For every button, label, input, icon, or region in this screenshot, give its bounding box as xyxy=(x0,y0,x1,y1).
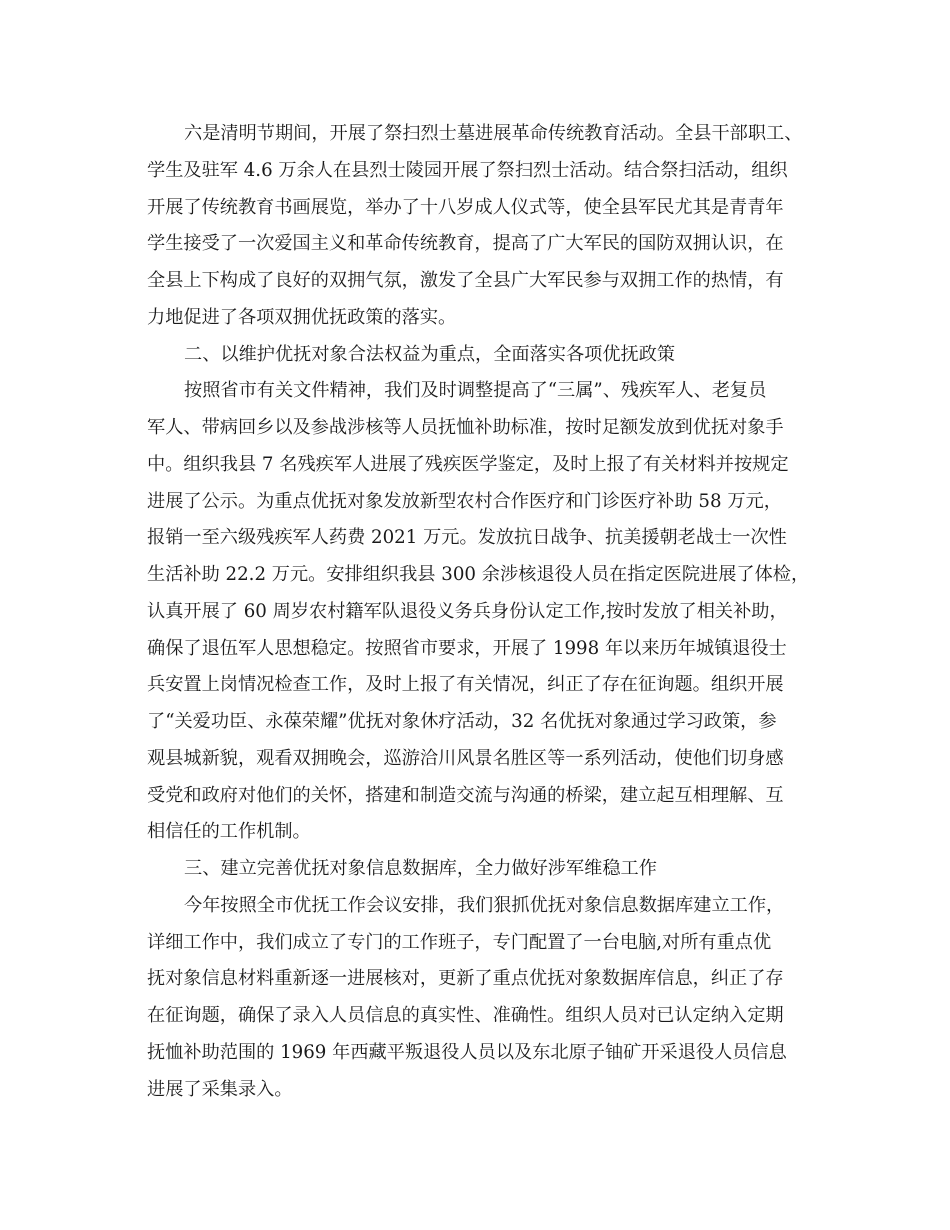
paragraph-line: 认真开展了 60 周岁农村籍军队退役义务兵身份认定工作,按时发放了相关补助， xyxy=(147,600,788,622)
paragraph-line: 相信任的工作机制。 xyxy=(147,821,311,843)
paragraph-line: 中。组织我县 7 名残疾军人进展了残疾医学鉴定，及时上报了有关材料并按规定 xyxy=(147,453,789,475)
section-heading: 三、建立完善优抚对象信息数据库，全力做好涉军维稳工作 xyxy=(184,858,657,879)
paragraph-line: 力地促进了各项双拥优抚政策的落实。 xyxy=(147,306,457,328)
paragraph-line: 学生及驻军 4.6 万余人在县烈士陵园开展了祭扫烈士活动。结合祭扫活动，组织 xyxy=(147,159,788,181)
paragraph-line: 观县城新貌，观看双拥晚会，巡游洽川风景名胜区等一系列活动，使他们切身感 xyxy=(147,747,784,769)
paragraph-line: 确保了退伍军人思想稳定。按照省市要求，开展了 1998 年以来历年城镇退役士 xyxy=(147,637,787,659)
paragraph-line: 详细工作中，我们成立了专门的工作班子，专门配置了一台电脑,对所有重点优 xyxy=(147,931,772,953)
paragraph-line: 按照省市有关文件精神，我们及时调整提高了“三属”、残疾军人、老复员 xyxy=(184,380,767,402)
section-heading: 二、以维护优抚对象合法权益为重点，全面落实各项优抚政策 xyxy=(184,343,676,365)
paragraph-line: 受党和政府对他们的关怀，搭建和制造交流与沟通的桥梁，建立起互相理解、互 xyxy=(147,784,784,806)
paragraph-line: 在征询题，确保了录入人员信息的真实性、准确性。组织人员对已认定纳入定期 xyxy=(147,1005,784,1026)
paragraph-line: 今年按照全市优抚工作会议安排，我们狠抓优抚对象信息数据库建立工作， xyxy=(184,894,785,916)
paragraph-line: 了“关爱功臣、永葆荣耀”优抚对象休疗活动，32 名优抚对象通过学习政策，参 xyxy=(147,711,777,732)
paragraph-line: 兵安置上岗情况检查工作，及时上报了有关情况，纠正了存在征询题。组织开展 xyxy=(147,674,784,696)
paragraph-line: 六是清明节期间，开展了祭扫烈士墓进展革命传统教育活动。全县干部职工、 xyxy=(184,123,803,144)
paragraph-line: 抚对象信息材料重新逐一进展核对，更新了重点优抚对象数据库信息，纠正了存 xyxy=(147,968,784,990)
paragraph-line: 进展了公示。为重点优抚对象发放新型农村合作医疗和门诊医疗补助 58 万元， xyxy=(147,490,782,512)
paragraph-line: 进展了采集录入。 xyxy=(147,1078,293,1100)
paragraph-line: 全县上下构成了良好的双拥气氛，激发了全县广大军民参与双拥工作的热情，有 xyxy=(147,270,784,291)
paragraph-line: 报销一至六级残疾军人药费 2021 万元。发放抗日战争、抗美援朝老战士一次性 xyxy=(147,527,787,549)
paragraph-line: 抚恤补助范围的 1969 年西藏平叛退役人员以及东北原子铀矿开采退役人员信息 xyxy=(147,1041,787,1063)
paragraph-line: 开展了传统教育书画展览，举办了十八岁成人仪式等，使全县军民尤其是青青年 xyxy=(147,196,784,218)
paragraph-line: 生活补助 22.2 万元。安排组织我县 300 余涉核退役人员在指定医院进展了体检， xyxy=(147,564,810,585)
paragraph-line: 军人、带病回乡以及参战涉核等人员抚恤补助标准，按时足额发放到优抚对象手 xyxy=(147,417,784,438)
paragraph-line: 学生接受了一次爱国主义和革命传统教育，提高了广大军民的国防双拥认识，在 xyxy=(147,233,784,255)
